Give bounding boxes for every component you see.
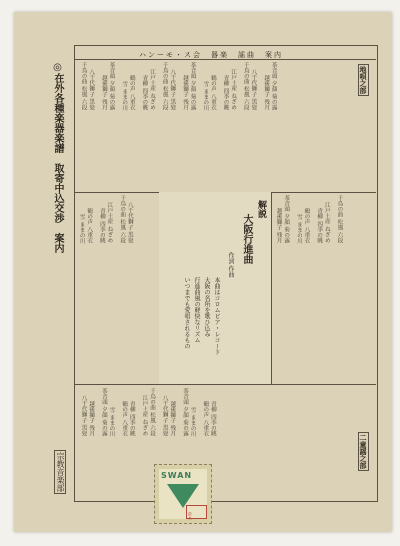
- commentary-line-2: 大阪の名所を歌ひ込み: [203, 277, 210, 337]
- section-label-top-right: 地唄之部: [359, 66, 368, 94]
- bottom-listing: 八千代獅子 黒髪 越後獅子 残月 茶音頭 夕顔 菊の露 雪 ままの川 鶴の声 八重衣 青柳 四季の眺 江戸土産 ねざめ 千鳥の曲 松風 六段 八千代獅子 黒髪 越後獅子 残月 茶音頭 夕顔 菊の露 雪 ままの川 鶴の声 八重衣 青柳 四季の眺: [80, 388, 216, 437]
- commentary-line-4: いつまでも愛唱されるもの: [183, 277, 190, 349]
- song-title: 大阪行進曲: [241, 214, 252, 264]
- col-divider-right: [271, 192, 272, 384]
- commentary-line-1: 本曲はコロムビア・レコード: [213, 277, 220, 355]
- stamp-seal: 鈴木: [186, 505, 207, 519]
- top-listing: 千鳥の曲 松風 六段 八千代獅子 黒髪 越後獅子 残月 茶音頭 夕顔 菊の露 雪 ままの川 鶴の声 八重衣 青柳 四季の眺 江戸土産 ねざめ 千鳥の曲 松風 六段 八千代獅子 黒髪 越後獅子 残月 茶音頭 夕顔 菊の露 雪 ままの川 鶴の声 八重衣 青柳 四季の眺 江戸土産 ねざめ 千鳥の曲 松風 六段 八千代獅子 黒髪 越後獅子 残月 茶音頭 夕顔 菊の露: [80, 62, 277, 111]
- dealer-stamp: [154, 464, 212, 524]
- left-listing: 雪 ままの川 鶴の声 八重衣 青柳 四季の眺 江戸土産 ねざめ 千鳥の曲 松風 六段 八千代獅子 黒髪: [78, 195, 133, 244]
- header-divider: [74, 59, 376, 60]
- commentary-line-3: 行進曲風の軽快なリズム: [193, 277, 200, 343]
- row-divider-2: [74, 384, 376, 385]
- stamp-label: SWAN: [161, 471, 193, 480]
- section-label-bottom-right: 二童謡之部: [359, 434, 368, 469]
- footer-label: 宗教音楽部: [56, 452, 65, 492]
- side-title: ◎在外各種楽器楽譜 取寄中込交渉 案内: [52, 62, 63, 253]
- commentary-heading: 解説: [256, 200, 266, 218]
- right-listing: 越後獅子 残月 茶音頭 夕顔 菊の露 雪 ままの川 鶴の声 八重衣 青柳 四季の眺 江戸土産 ねざめ 千鳥の曲 松風 六段: [275, 195, 343, 244]
- document-sheet: [14, 12, 392, 532]
- song-credit: 作詞 作曲: [227, 252, 234, 278]
- stamp-inner: [159, 469, 207, 519]
- commentary-box: [159, 192, 271, 384]
- header-text: ハンーモ・ス会 器楽 謡曲 案内: [139, 51, 283, 59]
